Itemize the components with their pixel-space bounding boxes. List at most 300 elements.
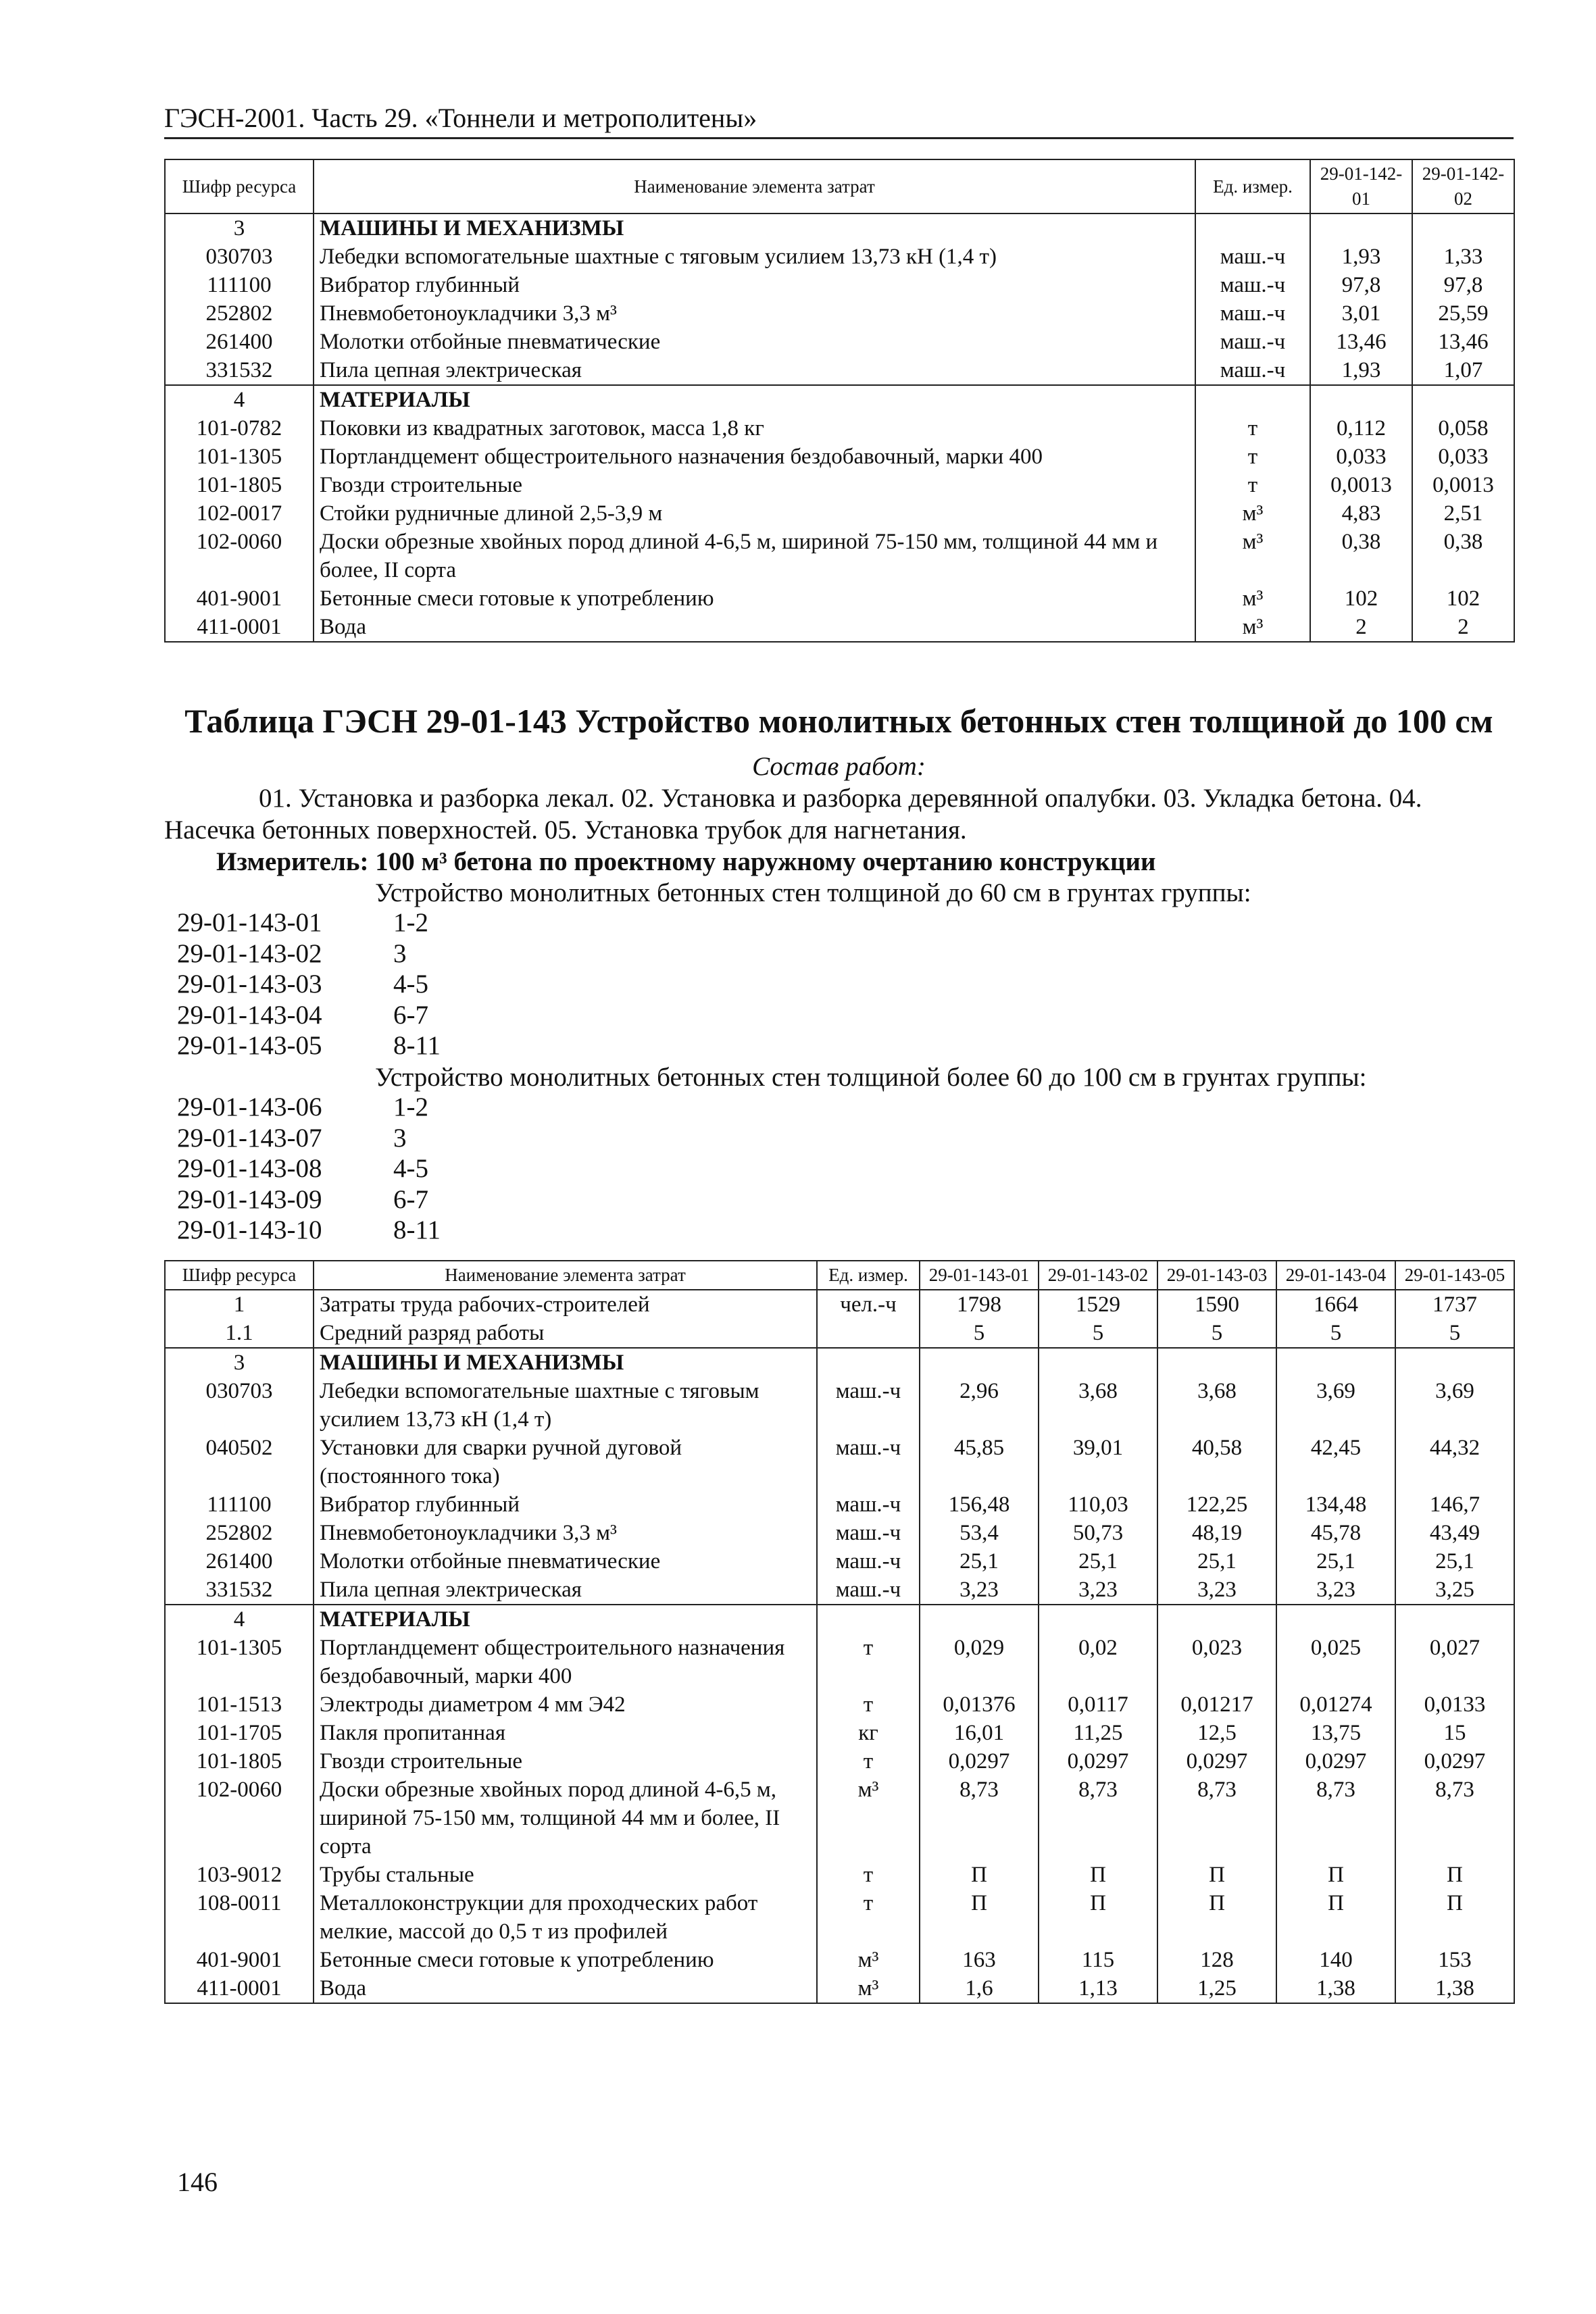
resource-code-cell: 401-9001 xyxy=(165,584,314,613)
soil-group: 8-11 xyxy=(393,1031,441,1060)
resource-name-cell: Затраты труда рабочих-строителей xyxy=(314,1290,817,1319)
norm-value-cell: 3,69 xyxy=(1395,1377,1514,1434)
norm-value-cell: 3,69 xyxy=(1276,1377,1395,1434)
norm-value-cell: 0,0013 xyxy=(1412,471,1514,499)
group-1-heading: Устройство монолитных бетонных стен толщиной до 60 см в грунтах группы: xyxy=(375,878,1251,907)
norm-value-cell: 3,68 xyxy=(1039,1377,1157,1434)
header-cell-name: Наименование элемента затрат xyxy=(314,1261,817,1290)
norm-value-cell: 50,73 xyxy=(1039,1519,1157,1547)
resource-name-cell: Портландцемент общестроительного назначения бездобавочный, марки 400 xyxy=(314,443,1195,471)
header-cell-unit: Ед. измер. xyxy=(817,1261,920,1290)
norm-value-cell: 0,0297 xyxy=(1157,1747,1276,1776)
table-row xyxy=(165,1747,1514,1776)
norm-value-cell: 0,023 xyxy=(1157,1634,1276,1690)
table-row xyxy=(165,1576,1514,1605)
norm-value-cell: 45,85 xyxy=(920,1434,1039,1490)
norm-value-cell: 0,01376 xyxy=(920,1690,1039,1719)
table-row xyxy=(165,1889,1514,1946)
works-text: 01. Установка и разборка лекал. 02. Установка и разборка деревянной опалубки. 03. Укладка бетона. 04. Насечка бетонных поверхностей. 05. Установка трубок для нагнетания. xyxy=(164,784,1422,845)
running-head: ГЭСН-2001. Часть 29. «Тоннели и метрополитены» xyxy=(164,103,757,133)
unit-cell: маш.-ч xyxy=(817,1547,920,1576)
resource-name-cell: Гвозди строительные xyxy=(314,1747,817,1776)
table-row xyxy=(165,414,1514,443)
norm-value-cell: 16,01 xyxy=(920,1719,1039,1747)
norm-value-cell: 0,0117 xyxy=(1039,1690,1157,1719)
norm-value-cell xyxy=(1310,213,1412,243)
norm-value-cell: 8,73 xyxy=(1395,1776,1514,1861)
norm-value-cell: 3,23 xyxy=(1039,1576,1157,1605)
norm-value-cell: 0,0297 xyxy=(1276,1747,1395,1776)
norm-value-cell: 25,1 xyxy=(1395,1547,1514,1576)
table-section-row xyxy=(165,1605,1514,1634)
norm-value-cell: 0,033 xyxy=(1310,443,1412,471)
norm-value-cell: 0,38 xyxy=(1412,528,1514,584)
norm-value-cell: 115 xyxy=(1039,1946,1157,1974)
resource-name-cell: Молотки отбойные пневматические xyxy=(314,328,1195,356)
norm-value-cell: 5 xyxy=(1276,1319,1395,1348)
unit-cell: т xyxy=(817,1861,920,1889)
header-cell-142-02: 29-01-142-02 xyxy=(1412,159,1514,213)
norm-code: 29-01-143-02 xyxy=(177,938,322,968)
unit-cell: м³ xyxy=(1195,499,1310,528)
table-section-row xyxy=(165,1348,1514,1377)
resource-name-cell: Портландцемент общестроительного назначения бездобавочный, марки 400 xyxy=(314,1634,817,1690)
norm-code: 29-01-143-10 xyxy=(177,1215,322,1244)
norm-value-cell: 8,73 xyxy=(920,1776,1039,1861)
resource-code-cell: 102-0060 xyxy=(165,1776,314,1861)
resource-code-cell: 030703 xyxy=(165,243,314,271)
norm-value-cell: П xyxy=(920,1861,1039,1889)
resource-name-cell: Лебедки вспомогательные шахтные с тяговым усилием 13,73 кН (1,4 т) xyxy=(314,1377,817,1434)
table-row xyxy=(165,1377,1514,1434)
resource-name-cell: МАШИНЫ И МЕХАНИЗМЫ xyxy=(314,213,1195,243)
unit-cell: т xyxy=(817,1690,920,1719)
unit-cell: маш.-ч xyxy=(1195,271,1310,299)
table-row xyxy=(165,499,1514,528)
norm-code-row xyxy=(177,907,441,938)
unit-cell: м³ xyxy=(817,1776,920,1861)
resource-code-cell: 261400 xyxy=(165,328,314,356)
norm-value-cell: 1664 xyxy=(1276,1290,1395,1319)
resource-code-cell: 101-0782 xyxy=(165,414,314,443)
resource-code-cell: 411-0001 xyxy=(165,613,314,642)
norm-value-cell: 8,73 xyxy=(1276,1776,1395,1861)
norm-value-cell: 8,73 xyxy=(1157,1776,1276,1861)
norm-value-cell: 0,027 xyxy=(1395,1634,1514,1690)
table-row xyxy=(165,584,1514,613)
header-cell-code: Шифр ресурса xyxy=(165,159,314,213)
norm-value-cell: 5 xyxy=(1039,1319,1157,1348)
norm-code-list-2 xyxy=(177,1092,441,1246)
unit-cell: маш.-ч xyxy=(1195,299,1310,328)
table-row xyxy=(165,1519,1514,1547)
resource-name-cell: Пневмобетоноукладчики 3,3 м³ xyxy=(314,1519,817,1547)
norm-value-cell: 3,68 xyxy=(1157,1377,1276,1434)
resource-code-cell: 102-0017 xyxy=(165,499,314,528)
norm-code-row xyxy=(177,1092,441,1123)
soil-group: 3 xyxy=(393,938,407,968)
unit-cell: кг xyxy=(817,1719,920,1747)
norm-value-cell: 1,38 xyxy=(1276,1974,1395,2003)
resource-code-cell: 101-1305 xyxy=(165,443,314,471)
table-row xyxy=(165,356,1514,385)
norm-code: 29-01-143-06 xyxy=(177,1092,322,1122)
norm-value-cell: 13,46 xyxy=(1412,328,1514,356)
norm-value-cell xyxy=(1157,1348,1276,1377)
norm-value-cell: 2 xyxy=(1412,613,1514,642)
norm-code: 29-01-143-08 xyxy=(177,1154,322,1183)
table-row xyxy=(165,528,1514,584)
norm-value-cell: 1,07 xyxy=(1412,356,1514,385)
table-body xyxy=(165,1290,1514,2003)
norm-value-cell xyxy=(1395,1605,1514,1634)
resource-name-cell: Трубы стальные xyxy=(314,1861,817,1889)
header-cell-143-05: 29-01-143-05 xyxy=(1395,1261,1514,1290)
norm-value-cell: 102 xyxy=(1310,584,1412,613)
norm-value-cell: 110,03 xyxy=(1039,1490,1157,1519)
table-row xyxy=(165,1490,1514,1519)
norm-value-cell: 25,59 xyxy=(1412,299,1514,328)
resource-name-cell: Пила цепная электрическая xyxy=(314,1576,817,1605)
resource-code-cell: 111100 xyxy=(165,271,314,299)
norm-value-cell: 153 xyxy=(1395,1946,1514,1974)
resource-name-cell: Пила цепная электрическая xyxy=(314,356,1195,385)
norm-value-cell: 1,93 xyxy=(1310,356,1412,385)
table-row xyxy=(165,1776,1514,1861)
norm-value-cell: 25,1 xyxy=(1276,1547,1395,1576)
resource-code-cell: 101-1305 xyxy=(165,1634,314,1690)
resource-code-cell: 3 xyxy=(165,213,314,243)
resource-code-cell: 401-9001 xyxy=(165,1946,314,1974)
norm-value-cell: 4,83 xyxy=(1310,499,1412,528)
table-row xyxy=(165,1547,1514,1576)
norm-value-cell: 102 xyxy=(1412,584,1514,613)
norm-value-cell: 2,96 xyxy=(920,1377,1039,1434)
norm-value-cell: 1,93 xyxy=(1310,243,1412,271)
resource-name-cell: Лебедки вспомогательные шахтные с тяговым усилием 13,73 кН (1,4 т) xyxy=(314,243,1195,271)
resource-name-cell: Доски обрезные хвойных пород длиной 4-6,5 м, шириной 75-150 мм, толщиной 44 мм и более, II сорта xyxy=(314,1776,817,1861)
resource-name-cell: Поковки из квадратных заготовок, масса 1,8 кг xyxy=(314,414,1195,443)
unit-cell: маш.-ч xyxy=(817,1377,920,1434)
unit-cell: т xyxy=(1195,471,1310,499)
norm-value-cell: 0,01217 xyxy=(1157,1690,1276,1719)
resource-name-cell: Стойки рудничные длиной 2,5-3,9 м xyxy=(314,499,1195,528)
unit-cell xyxy=(1195,385,1310,414)
header-rule xyxy=(164,137,1514,139)
norm-value-cell: П xyxy=(1157,1889,1276,1946)
resource-code-cell: 101-1805 xyxy=(165,1747,314,1776)
resource-name-cell: Вибратор глубинный xyxy=(314,271,1195,299)
norm-value-cell: П xyxy=(1157,1861,1276,1889)
norm-value-cell: 3,01 xyxy=(1310,299,1412,328)
norm-code: 29-01-143-07 xyxy=(177,1123,322,1153)
norm-value-cell: 0,033 xyxy=(1412,443,1514,471)
norm-code-row xyxy=(177,1215,441,1246)
resource-name-cell: Вода xyxy=(314,1974,817,2003)
norm-value-cell: 0,025 xyxy=(1276,1634,1395,1690)
group-2-heading: Устройство монолитных бетонных стен толщиной более 60 до 100 см в грунтах группы: xyxy=(375,1063,1367,1092)
norm-code-row xyxy=(177,1153,441,1184)
table-row xyxy=(165,471,1514,499)
norm-value-cell: П xyxy=(1395,1861,1514,1889)
unit-cell: м³ xyxy=(817,1974,920,2003)
page-number: 146 xyxy=(177,2167,218,2197)
meter-line: Измеритель: 100 м³ бетона по проектному наружному очертанию конструкции xyxy=(216,847,1156,876)
norm-value-cell: 0,0297 xyxy=(920,1747,1039,1776)
unit-cell: т xyxy=(1195,414,1310,443)
norm-value-cell: 15 xyxy=(1395,1719,1514,1747)
norm-value-cell: 1529 xyxy=(1039,1290,1157,1319)
norm-value-cell xyxy=(920,1348,1039,1377)
norm-value-cell xyxy=(1039,1605,1157,1634)
table-row xyxy=(165,271,1514,299)
soil-group: 8-11 xyxy=(393,1215,441,1244)
unit-cell xyxy=(817,1348,920,1377)
norm-value-cell: П xyxy=(1395,1889,1514,1946)
norm-value-cell: 1590 xyxy=(1157,1290,1276,1319)
norm-value-cell xyxy=(1412,385,1514,414)
table-row xyxy=(165,1634,1514,1690)
norm-value-cell: 0,0133 xyxy=(1395,1690,1514,1719)
resource-name-cell: Бетонные смеси готовые к употреблению xyxy=(314,1946,817,1974)
norm-value-cell: 1,38 xyxy=(1395,1974,1514,2003)
resource-code-cell: 102-0060 xyxy=(165,528,314,584)
resource-table-142 xyxy=(164,159,1515,643)
table-header-row xyxy=(165,1261,1514,1290)
header-cell-name: Наименование элемента затрат xyxy=(314,159,1195,213)
soil-group: 6-7 xyxy=(393,1184,428,1214)
header-cell-143-03: 29-01-143-03 xyxy=(1157,1261,1276,1290)
norm-value-cell: 128 xyxy=(1157,1946,1276,1974)
soil-group: 6-7 xyxy=(393,1000,428,1030)
resource-name-cell: Вода xyxy=(314,613,1195,642)
norm-value-cell xyxy=(1157,1605,1276,1634)
norm-value-cell: 12,5 xyxy=(1157,1719,1276,1747)
norm-value-cell: П xyxy=(1039,1861,1157,1889)
unit-cell: т xyxy=(817,1634,920,1690)
resource-code-cell: 331532 xyxy=(165,1576,314,1605)
resource-table-143 xyxy=(164,1260,1515,2004)
unit-cell: чел.-ч xyxy=(817,1290,920,1319)
norm-value-cell: 25,1 xyxy=(1157,1547,1276,1576)
norm-value-cell xyxy=(920,1605,1039,1634)
norm-code: 29-01-143-09 xyxy=(177,1184,322,1214)
norm-value-cell: 134,48 xyxy=(1276,1490,1395,1519)
table-row xyxy=(165,1861,1514,1889)
soil-group: 4-5 xyxy=(393,970,428,999)
resource-code-cell: 101-1805 xyxy=(165,471,314,499)
norm-value-cell: 0,058 xyxy=(1412,414,1514,443)
norm-value-cell: 0,02 xyxy=(1039,1634,1157,1690)
unit-cell xyxy=(1195,213,1310,243)
resource-code-cell: 111100 xyxy=(165,1490,314,1519)
norm-value-cell: 0,029 xyxy=(920,1634,1039,1690)
resource-code-cell: 331532 xyxy=(165,356,314,385)
norm-value-cell: 11,25 xyxy=(1039,1719,1157,1747)
norm-value-cell: 43,49 xyxy=(1395,1519,1514,1547)
norm-value-cell: 1798 xyxy=(920,1290,1039,1319)
unit-cell: маш.-ч xyxy=(817,1490,920,1519)
unit-cell: м³ xyxy=(817,1946,920,1974)
table-row xyxy=(165,1719,1514,1747)
resource-name-cell: Доски обрезные хвойных пород длиной 4-6,5 м, шириной 75-150 мм, толщиной 44 мм и более, II сорта xyxy=(314,528,1195,584)
unit-cell: т xyxy=(1195,443,1310,471)
resource-code-cell: 411-0001 xyxy=(165,1974,314,2003)
norm-code-row xyxy=(177,969,441,1000)
norm-value-cell: П xyxy=(920,1889,1039,1946)
table-row xyxy=(165,1290,1514,1319)
norm-value-cell: 0,112 xyxy=(1310,414,1412,443)
resource-name-cell: Установки для сварки ручной дуговой (постоянного тока) xyxy=(314,1434,817,1490)
header-cell-143-04: 29-01-143-04 xyxy=(1276,1261,1395,1290)
resource-code-cell: 252802 xyxy=(165,1519,314,1547)
norm-code-row xyxy=(177,1123,441,1154)
resource-code-cell: 101-1705 xyxy=(165,1719,314,1747)
norm-code-row xyxy=(177,1184,441,1215)
table-row xyxy=(165,1690,1514,1719)
header-cell-143-01: 29-01-143-01 xyxy=(920,1261,1039,1290)
unit-cell: маш.-ч xyxy=(1195,356,1310,385)
soil-group: 1-2 xyxy=(393,1092,428,1122)
table-row xyxy=(165,1974,1514,2003)
norm-value-cell: 156,48 xyxy=(920,1490,1039,1519)
table-row xyxy=(165,613,1514,642)
norm-value-cell: 122,25 xyxy=(1157,1490,1276,1519)
unit-cell: т xyxy=(817,1889,920,1946)
resource-name-cell: Молотки отбойные пневматические xyxy=(314,1547,817,1576)
resource-code-cell: 261400 xyxy=(165,1547,314,1576)
header-cell-code: Шифр ресурса xyxy=(165,1261,314,1290)
norm-value-cell: 45,78 xyxy=(1276,1519,1395,1547)
norm-value-cell: 2,51 xyxy=(1412,499,1514,528)
resource-code-cell: 108-0011 xyxy=(165,1889,314,1946)
norm-value-cell xyxy=(1039,1348,1157,1377)
norm-value-cell: 0,38 xyxy=(1310,528,1412,584)
table-row xyxy=(165,1434,1514,1490)
unit-cell: маш.-ч xyxy=(1195,328,1310,356)
norm-value-cell: 5 xyxy=(1157,1319,1276,1348)
soil-group: 3 xyxy=(393,1123,407,1153)
header-cell-unit: Ед. измер. xyxy=(1195,159,1310,213)
norm-code-row xyxy=(177,1030,441,1061)
norm-value-cell: 25,1 xyxy=(920,1547,1039,1576)
soil-group: 4-5 xyxy=(393,1154,428,1183)
header-cell-143-02: 29-01-143-02 xyxy=(1039,1261,1157,1290)
unit-cell xyxy=(817,1605,920,1634)
norm-value-cell: 140 xyxy=(1276,1946,1395,1974)
unit-cell: маш.-ч xyxy=(817,1519,920,1547)
unit-cell: м³ xyxy=(1195,613,1310,642)
norm-value-cell: 146,7 xyxy=(1395,1490,1514,1519)
norm-value-cell: 13,46 xyxy=(1310,328,1412,356)
resource-name-cell: МАТЕРИАЛЫ xyxy=(314,1605,817,1634)
norm-value-cell: 25,1 xyxy=(1039,1547,1157,1576)
norm-value-cell: 40,58 xyxy=(1157,1434,1276,1490)
soil-group: 1-2 xyxy=(393,908,428,937)
norm-value-cell: 8,73 xyxy=(1039,1776,1157,1861)
resource-code-cell: 1 xyxy=(165,1290,314,1319)
section-title: Таблица ГЭСН 29-01-143 Устройство монолитных бетонных стен толщиной до 100 см xyxy=(184,702,1493,740)
norm-value-cell xyxy=(1395,1348,1514,1377)
resource-code-cell: 4 xyxy=(165,385,314,414)
norm-value-cell: 3,25 xyxy=(1395,1576,1514,1605)
table-row xyxy=(165,328,1514,356)
works-heading: Состав работ: xyxy=(752,752,926,781)
norm-value-cell: 44,32 xyxy=(1395,1434,1514,1490)
unit-cell: маш.-ч xyxy=(817,1576,920,1605)
resource-code-cell: 3 xyxy=(165,1348,314,1377)
norm-code: 29-01-143-03 xyxy=(177,970,322,999)
norm-value-cell: 1,25 xyxy=(1157,1974,1276,2003)
resource-name-cell: Средний разряд работы xyxy=(314,1319,817,1348)
resource-code-cell: 103-9012 xyxy=(165,1861,314,1889)
table-row xyxy=(165,443,1514,471)
resource-code-cell: 252802 xyxy=(165,299,314,328)
norm-value-cell xyxy=(1412,213,1514,243)
table-row xyxy=(165,299,1514,328)
resource-code-cell: 040502 xyxy=(165,1434,314,1490)
resource-name-cell: МАШИНЫ И МЕХАНИЗМЫ xyxy=(314,1348,817,1377)
norm-value-cell: 1,13 xyxy=(1039,1974,1157,2003)
resource-name-cell: МАТЕРИАЛЫ xyxy=(314,385,1195,414)
unit-cell xyxy=(817,1319,920,1348)
resource-name-cell: Электроды диаметром 4 мм Э42 xyxy=(314,1690,817,1719)
norm-code: 29-01-143-01 xyxy=(177,908,322,937)
norm-value-cell: 0,0013 xyxy=(1310,471,1412,499)
norm-value-cell: 39,01 xyxy=(1039,1434,1157,1490)
norm-value-cell xyxy=(1310,385,1412,414)
table-row xyxy=(165,243,1514,271)
resource-name-cell: Бетонные смеси готовые к употреблению xyxy=(314,584,1195,613)
resource-code-cell: 030703 xyxy=(165,1377,314,1434)
norm-value-cell: 0,01274 xyxy=(1276,1690,1395,1719)
table-row xyxy=(165,1319,1514,1348)
norm-value-cell: 0,0297 xyxy=(1395,1747,1514,1776)
norm-value-cell: 13,75 xyxy=(1276,1719,1395,1747)
norm-value-cell xyxy=(1276,1605,1395,1634)
norm-code-row xyxy=(177,938,441,970)
resource-name-cell: Гвозди строительные xyxy=(314,471,1195,499)
norm-value-cell: 1737 xyxy=(1395,1290,1514,1319)
norm-value-cell: 1,6 xyxy=(920,1974,1039,2003)
norm-code: 29-01-143-05 xyxy=(177,1031,322,1060)
norm-value-cell: 5 xyxy=(920,1319,1039,1348)
norm-value-cell: 3,23 xyxy=(920,1576,1039,1605)
norm-value-cell: П xyxy=(1039,1889,1157,1946)
unit-cell: м³ xyxy=(1195,584,1310,613)
norm-value-cell: 163 xyxy=(920,1946,1039,1974)
norm-value-cell: 5 xyxy=(1395,1319,1514,1348)
norm-value-cell: 2 xyxy=(1310,613,1412,642)
norm-value-cell: 0,0297 xyxy=(1039,1747,1157,1776)
resource-name-cell: Металлоконструкции для проходческих работ мелкие, массой до 0,5 т из профилей xyxy=(314,1889,817,1946)
unit-cell: маш.-ч xyxy=(1195,243,1310,271)
table-row xyxy=(165,1946,1514,1974)
norm-value-cell: 3,23 xyxy=(1157,1576,1276,1605)
norm-value-cell xyxy=(1276,1348,1395,1377)
norm-value-cell: 97,8 xyxy=(1310,271,1412,299)
unit-cell: м³ xyxy=(1195,528,1310,584)
table-section-row xyxy=(165,385,1514,414)
norm-code: 29-01-143-04 xyxy=(177,1000,322,1030)
resource-code-cell: 1.1 xyxy=(165,1319,314,1348)
table-header-row xyxy=(165,159,1514,213)
norm-value-cell: П xyxy=(1276,1861,1395,1889)
resource-code-cell: 4 xyxy=(165,1605,314,1634)
table-body xyxy=(165,213,1514,642)
norm-value-cell: 1,33 xyxy=(1412,243,1514,271)
norm-value-cell: 48,19 xyxy=(1157,1519,1276,1547)
